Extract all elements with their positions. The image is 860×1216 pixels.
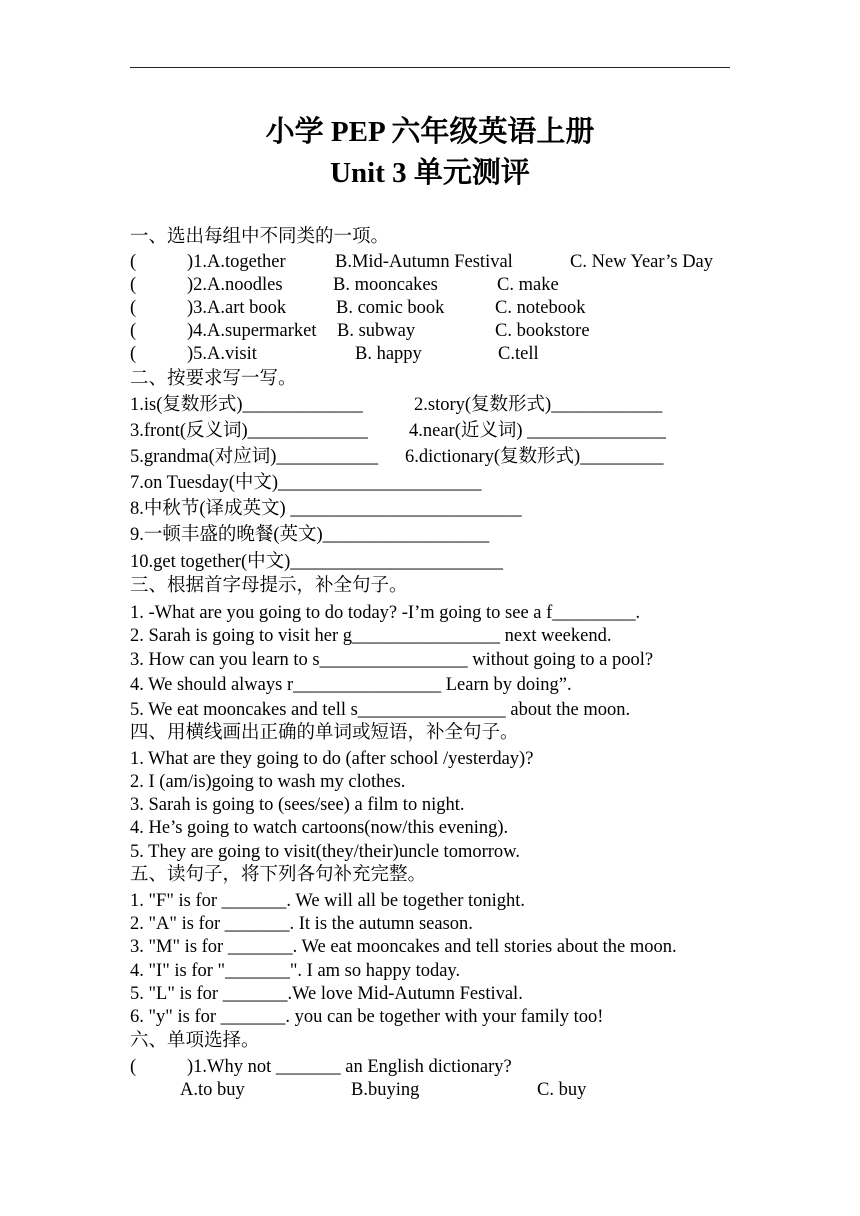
sentence-item: 5. We eat mooncakes and tell s________________ about the moon. [130, 700, 631, 720]
header-rule [130, 67, 730, 68]
mc-options [130, 1080, 587, 1155]
option-c: C.tell [498, 344, 539, 364]
option-b: B. subway [337, 321, 416, 341]
answer-paren: ( [130, 252, 137, 272]
sentence-item: 1. -What are you going to do today? -I’m going to see a f_________. [130, 603, 641, 623]
option-a: A.to buy [180, 1080, 245, 1100]
page-subtitle: Unit 3 单元测评 [330, 157, 530, 189]
sentence-item: 1. "F" is for _______. We will all be together tonight. [130, 891, 526, 911]
option-c: C. New Year’s Day [570, 252, 714, 272]
option-a: )1.A.together [187, 252, 286, 272]
option-a: )2.A.noodles [187, 275, 283, 295]
sentence-item: 2. Sarah is going to visit her g________________ next weekend. [130, 626, 612, 646]
sentence-item: 3. "M" is for _______. We eat mooncakes and tell stories about the moon. [130, 937, 677, 957]
option-a: )3.A.art book [187, 298, 287, 318]
section6-heading: 六、单项选择。 [130, 1031, 260, 1051]
option-b: B. mooncakes [333, 275, 438, 295]
sentence-item: 1. What are they going to do (after school /yesterday)? [130, 749, 534, 769]
fill-item: 4.near(近义词) _______________ [409, 421, 666, 441]
option-a: )4.A.supermarket [187, 321, 317, 341]
option-a: )5.A.visit [187, 344, 257, 364]
sentence-item: 3. How can you learn to s________________ without going to a pool? [130, 650, 654, 670]
sentence-item: 6. "y" is for _______. you can be together with your family too! [130, 1007, 604, 1027]
answer-paren: ( [130, 344, 137, 364]
question-stem: )1.Why not _______ an English dictionary? [187, 1057, 512, 1077]
section3-heading: 三、根据首字母提示，补全句子。 [130, 576, 408, 596]
option-c: C. notebook [495, 298, 586, 318]
option-c: C. buy [537, 1080, 587, 1100]
answer-paren: ( [130, 1057, 137, 1077]
sentence-item: 2. "A" is for _______. It is the autumn season. [130, 914, 473, 934]
option-b: B.buying [351, 1080, 420, 1100]
fill-item: 6.dictionary(复数形式)_________ [405, 447, 664, 467]
fill-item: 2.story(复数形式)____________ [414, 395, 663, 415]
sentence-item: 5. "L" is for _______.We love Mid-Autumn Festival. [130, 984, 523, 1004]
fill-item: 10.get together(中文)_______________________ [130, 552, 504, 572]
answer-paren: ( [130, 321, 137, 341]
fill-item: 3.front(反义词)_____________ [130, 421, 368, 441]
option-b: B.Mid-Autumn Festival [335, 252, 513, 272]
sentence-item: 4. He’s going to watch cartoons(now/this evening). [130, 818, 509, 838]
page-title: 小学 PEP 六年级英语上册 [265, 116, 595, 148]
sentence-item: 3. Sarah is going to (sees/see) a film to night. [130, 795, 465, 815]
section4-heading: 四、用横线画出正确的单词或短语，补全句子。 [130, 723, 519, 743]
sentence-item: 5. They are going to visit(they/their)uncle tomorrow. [130, 842, 520, 862]
section5-heading: 五、读句子，将下列各句补充完整。 [130, 865, 427, 885]
fill-item: 1.is(复数形式)_____________ [130, 395, 363, 415]
fill-item: 8.中秋节(译成英文) _________________________ [130, 499, 522, 519]
fill-item: 5.grandma(对应词)___________ [130, 447, 379, 467]
sentence-item: 2. I (am/is)going to wash my clothes. [130, 772, 406, 792]
sentence-item: 4. "I" is for "_______". I am so happy today. [130, 961, 461, 981]
section1-heading: 一、选出每组中不同类的一项。 [130, 227, 390, 247]
option-b: B. comic book [336, 298, 445, 318]
sentence-item: 4. We should always r________________ Learn by doing”. [130, 675, 572, 695]
answer-paren: ( [130, 275, 137, 295]
fill-item: 9.一顿丰盛的晚餐(英文)__________________ [130, 525, 490, 545]
section2-heading: 二、按要求写一写。 [130, 369, 297, 389]
option-c: C. make [497, 275, 559, 295]
answer-paren: ( [130, 298, 137, 318]
option-b: B. happy [355, 344, 422, 364]
fill-item: 7.on Tuesday(中文)______________________ [130, 473, 482, 493]
option-c: C. bookstore [495, 321, 590, 341]
